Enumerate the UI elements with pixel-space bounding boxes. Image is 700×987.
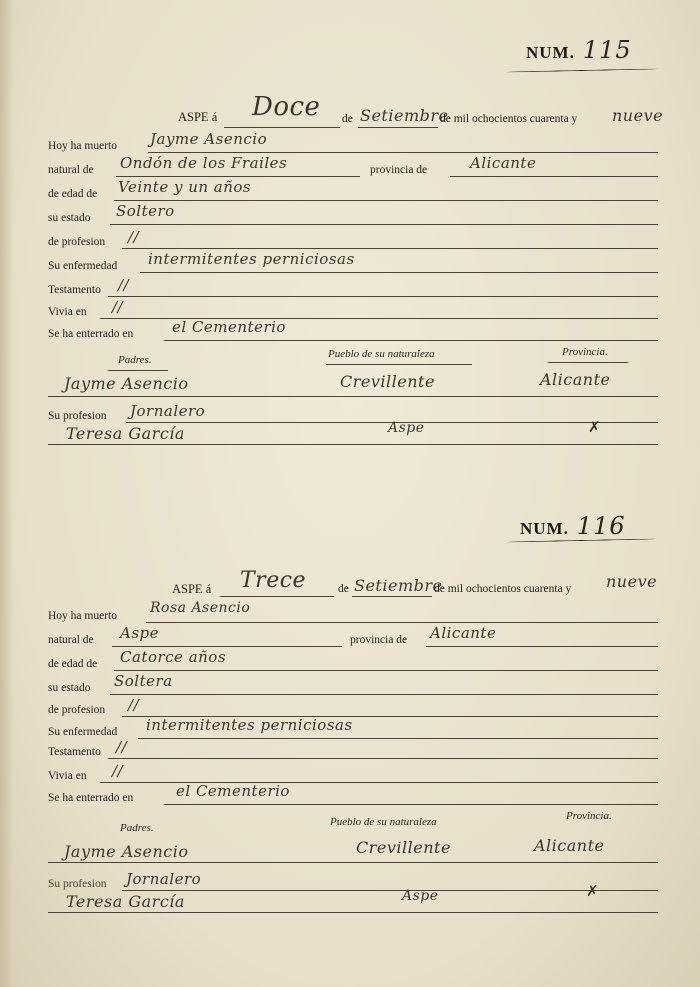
provincia-value: Alicante [430, 624, 497, 642]
record-number [526, 36, 632, 64]
natural-value: Ondón de los Frailes [120, 154, 288, 172]
father-rule [48, 396, 658, 397]
status-value: Soltero [116, 202, 175, 220]
testament-label: Testamento [48, 284, 101, 296]
de-label: de [338, 583, 349, 595]
parents-header: Padres. [120, 822, 154, 834]
mother-province-mark: ✗ [586, 882, 599, 900]
month-value: Setiembre [360, 106, 449, 125]
status-rule [110, 694, 658, 695]
provincia-rule [450, 176, 658, 177]
place-label: ASPE á [172, 582, 212, 596]
month-rule [358, 127, 438, 128]
deceased-rule [148, 152, 658, 153]
profession-rule [122, 248, 658, 249]
de-label: de [342, 113, 353, 125]
illness-value: intermitentes perniciosas [148, 250, 355, 268]
provincia-rule [426, 646, 658, 647]
mother-name: Teresa García [66, 892, 185, 911]
residence-value: // [112, 762, 124, 780]
father-name: Jayme Asencio [64, 842, 189, 861]
day-value: Trece [240, 568, 307, 593]
record-number-value: 115 [582, 36, 632, 64]
age-rule [114, 670, 658, 671]
deceased-name: Jayme Asencio [150, 130, 268, 148]
father-profession-value: Jornalero [130, 402, 206, 420]
deceased-label: Hoy ha muerto [48, 140, 117, 152]
deceased-label: Hoy ha muerto [48, 610, 117, 622]
burial-value: el Cementerio [172, 318, 286, 336]
mother-hometown: Aspe [388, 420, 425, 436]
year-text: de mil ochocientos cuarenta y [434, 583, 572, 595]
provincia-value: Alicante [470, 154, 537, 172]
day-rule [224, 127, 340, 128]
age-rule [114, 200, 658, 201]
hometown-header-rule [326, 364, 472, 365]
father-profession-label: Su profesion [48, 878, 107, 890]
mother-rule [48, 912, 658, 913]
residence-label: Vivia en [48, 306, 87, 318]
father-profession-rule [122, 890, 658, 891]
father-province: Alicante [540, 370, 611, 389]
year-suffix-value: nueve [606, 572, 658, 591]
residence-label: Vivia en [48, 770, 87, 782]
parents-header: Padres. [118, 354, 152, 366]
testament-rule [108, 758, 658, 759]
provincia-label: provincia de [350, 634, 408, 646]
testament-value: // [118, 276, 130, 294]
year-suffix-value: nueve [612, 106, 664, 125]
parents-header-rule [108, 370, 168, 371]
provincia-label: provincia de [370, 164, 428, 176]
profession-label: de profesion [48, 236, 106, 248]
father-hometown: Crevillente [340, 372, 435, 391]
age-label: de edad de [48, 188, 98, 200]
mother-name: Teresa García [66, 424, 185, 443]
father-name: Jayme Asencio [64, 374, 189, 393]
record-number-label: NUM. [520, 519, 569, 538]
father-profession-value: Jornalero [126, 870, 202, 888]
burial-rule [164, 340, 658, 341]
burial-label: Se ha enterrado en [48, 792, 134, 804]
father-hometown: Crevillente [356, 838, 451, 857]
day-value: Doce [252, 92, 321, 122]
father-province: Alicante [534, 836, 605, 855]
status-label: su estado [48, 682, 91, 694]
deceased-rule [146, 622, 658, 623]
mother-hometown: Aspe [402, 888, 439, 904]
testament-rule [108, 296, 658, 297]
testament-value: // [116, 738, 128, 756]
mother-rule [48, 444, 658, 445]
province-header: Provincia. [562, 346, 608, 358]
hometown-header: Pueblo de su naturaleza [328, 348, 435, 360]
illness-value: intermitentes perniciosas [146, 716, 353, 734]
age-label: de edad de [48, 658, 98, 670]
status-label: su estado [48, 212, 91, 224]
hometown-header: Pueblo de su naturaleza [330, 816, 437, 828]
natural-value: Aspe [120, 624, 160, 642]
place-label: ASPE á [178, 110, 218, 124]
burial-value: el Cementerio [176, 782, 290, 800]
illness-label: Su enfermedad [48, 726, 118, 738]
natural-label: natural de [48, 634, 94, 646]
month-value: Setiembre [354, 576, 443, 595]
profession-value: // [128, 696, 140, 714]
record-number-value: 116 [576, 512, 626, 540]
residence-value: // [112, 298, 124, 316]
illness-rule [140, 272, 658, 273]
age-value: Catorce años [120, 648, 227, 666]
status-value: Soltera [114, 672, 173, 690]
profession-value: // [128, 228, 140, 246]
province-header-rule [548, 362, 628, 363]
illness-rule [138, 738, 658, 739]
burial-label: Se ha enterrado en [48, 328, 134, 340]
record-number-label: NUM. [526, 43, 575, 62]
burial-rule [164, 804, 658, 805]
status-rule [110, 224, 658, 225]
deceased-name: Rosa Asencio [150, 600, 251, 616]
testament-label: Testamento [48, 746, 101, 758]
father-profession-label: Su profesion [48, 410, 107, 422]
natural-rule [112, 646, 342, 647]
year-text: de mil ochocientos cuarenta y [440, 113, 578, 125]
father-rule [48, 862, 658, 863]
profession-label: de profesion [48, 704, 106, 716]
record-number [520, 512, 626, 540]
number-underline [506, 68, 658, 72]
natural-label: natural de [48, 164, 94, 176]
day-rule [220, 596, 334, 597]
natural-rule [116, 176, 360, 177]
month-rule [352, 596, 432, 597]
province-header: Provincia. [566, 810, 612, 822]
mother-province-mark: ✗ [588, 418, 601, 436]
age-value: Veinte y un años [118, 178, 252, 196]
illness-label: Su enfermedad [48, 260, 118, 272]
